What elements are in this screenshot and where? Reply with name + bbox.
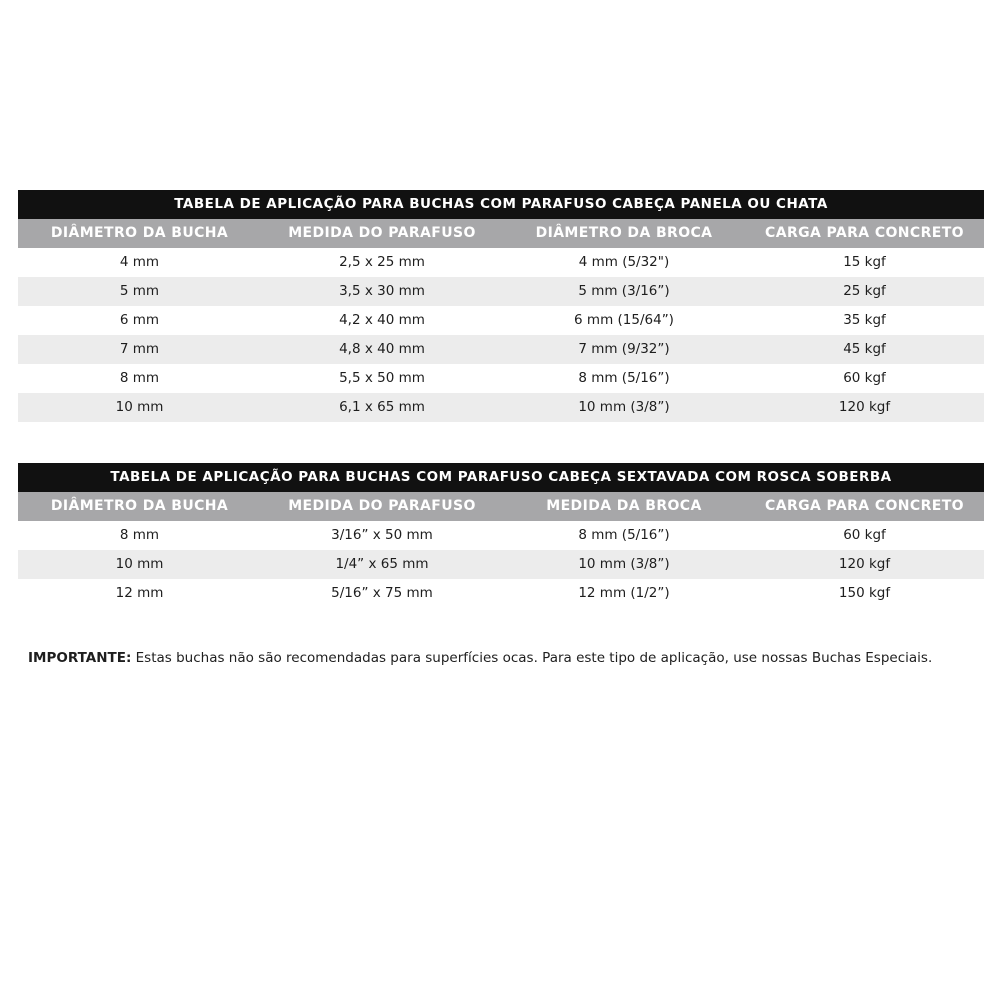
cell-diametro-bucha: 5 mm bbox=[18, 277, 261, 306]
cell-medida-parafuso: 4,8 x 40 mm bbox=[261, 335, 503, 364]
cell-diametro-bucha: 6 mm bbox=[18, 306, 261, 335]
cell-medida-parafuso: 4,2 x 40 mm bbox=[261, 306, 503, 335]
cell-medida-parafuso: 3,5 x 30 mm bbox=[261, 277, 503, 306]
col-header-medida-broca: MEDIDA DA BROCA bbox=[503, 492, 745, 521]
cell-carga-concreto: 150 kgf bbox=[745, 579, 984, 608]
cell-carga-concreto: 15 kgf bbox=[745, 248, 984, 277]
cell-diametro-bucha: 12 mm bbox=[18, 579, 261, 608]
col-header-carga-concreto: CARGA PARA CONCRETO bbox=[745, 219, 984, 248]
cell-medida-broca: 12 mm (1/2”) bbox=[503, 579, 745, 608]
cell-medida-parafuso: 1/4” x 65 mm bbox=[261, 550, 503, 579]
col-header-carga-concreto: CARGA PARA CONCRETO bbox=[745, 492, 984, 521]
cell-diametro-bucha: 8 mm bbox=[18, 521, 261, 550]
col-header-diametro-bucha: DIÂMETRO DA BUCHA bbox=[18, 219, 261, 248]
important-note bbox=[28, 648, 988, 668]
cell-medida-parafuso: 3/16” x 50 mm bbox=[261, 521, 503, 550]
col-header-diametro-broca: DIÂMETRO DA BROCA bbox=[503, 219, 745, 248]
table-row bbox=[18, 248, 984, 277]
table-row bbox=[18, 306, 984, 335]
cell-carga-concreto: 120 kgf bbox=[745, 550, 984, 579]
cell-diametro-broca: 4 mm (5/32") bbox=[503, 248, 745, 277]
cell-diametro-bucha: 4 mm bbox=[18, 248, 261, 277]
table-sextavada-rosca-soberba bbox=[18, 463, 984, 608]
cell-medida-parafuso: 2,5 x 25 mm bbox=[261, 248, 503, 277]
table-title: TABELA DE APLICAÇÃO PARA BUCHAS COM PARAFUSO CABEÇA PANELA OU CHATA bbox=[18, 190, 984, 219]
cell-diametro-broca: 7 mm (9/32”) bbox=[503, 335, 745, 364]
cell-carga-concreto: 25 kgf bbox=[745, 277, 984, 306]
col-header-diametro-bucha: DIÂMETRO DA BUCHA bbox=[18, 492, 261, 521]
cell-medida-broca: 10 mm (3/8”) bbox=[503, 550, 745, 579]
cell-carga-concreto: 35 kgf bbox=[745, 306, 984, 335]
table-row bbox=[18, 364, 984, 393]
table-row bbox=[18, 579, 984, 608]
cell-diametro-bucha: 10 mm bbox=[18, 393, 261, 422]
table-row bbox=[18, 335, 984, 364]
table-row bbox=[18, 550, 984, 579]
cell-diametro-bucha: 10 mm bbox=[18, 550, 261, 579]
cell-medida-parafuso: 6,1 x 65 mm bbox=[261, 393, 503, 422]
cell-diametro-broca: 5 mm (3/16”) bbox=[503, 277, 745, 306]
cell-carga-concreto: 120 kgf bbox=[745, 393, 984, 422]
cell-carga-concreto: 45 kgf bbox=[745, 335, 984, 364]
cell-diametro-bucha: 7 mm bbox=[18, 335, 261, 364]
table-row bbox=[18, 393, 984, 422]
table-title: TABELA DE APLICAÇÃO PARA BUCHAS COM PARAFUSO CABEÇA SEXTAVADA COM ROSCA SOBERBA bbox=[18, 463, 984, 492]
cell-diametro-broca: 10 mm (3/8”) bbox=[503, 393, 745, 422]
table-header-row bbox=[18, 492, 984, 521]
table-row bbox=[18, 521, 984, 550]
cell-medida-parafuso: 5,5 x 50 mm bbox=[261, 364, 503, 393]
col-header-medida-parafuso: MEDIDA DO PARAFUSO bbox=[261, 492, 503, 521]
table-panela-chata bbox=[18, 190, 984, 422]
table-row bbox=[18, 277, 984, 306]
cell-carga-concreto: 60 kgf bbox=[745, 521, 984, 550]
cell-medida-parafuso: 5/16” x 75 mm bbox=[261, 579, 503, 608]
cell-carga-concreto: 60 kgf bbox=[745, 364, 984, 393]
note-text: Estas buchas não são recomendadas para superfícies ocas. Para este tipo de aplicação, use nossas Buchas Especiais. bbox=[131, 649, 933, 666]
cell-diametro-bucha: 8 mm bbox=[18, 364, 261, 393]
cell-diametro-broca: 6 mm (15/64”) bbox=[503, 306, 745, 335]
note-label: IMPORTANTE: bbox=[28, 649, 132, 666]
cell-diametro-broca: 8 mm (5/16”) bbox=[503, 364, 745, 393]
table-header-row bbox=[18, 219, 984, 248]
col-header-medida-parafuso: MEDIDA DO PARAFUSO bbox=[261, 219, 503, 248]
cell-medida-broca: 8 mm (5/16”) bbox=[503, 521, 745, 550]
